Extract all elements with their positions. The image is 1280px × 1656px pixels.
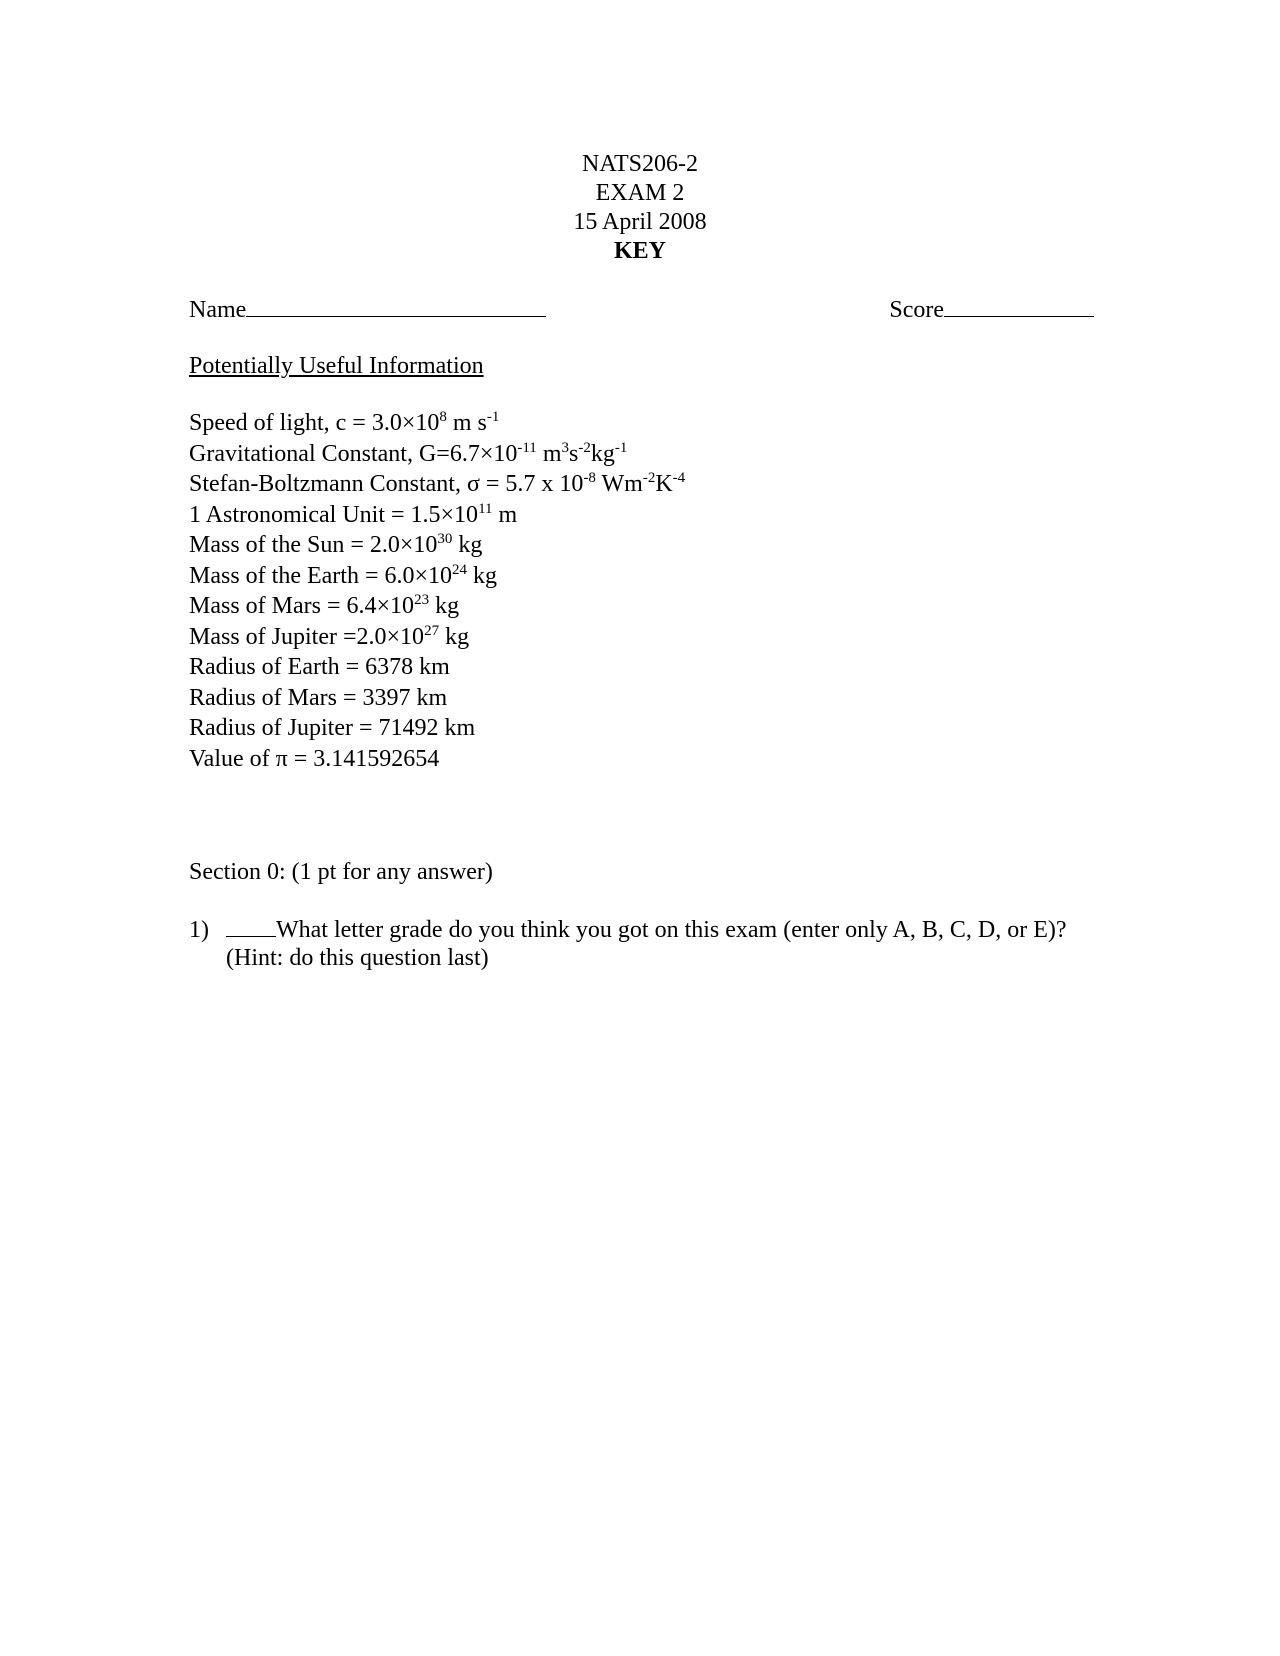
name-score-row xyxy=(189,294,1094,324)
constant-row xyxy=(189,530,989,561)
question-number: 1) xyxy=(189,917,209,943)
constant-row xyxy=(189,591,989,622)
constant-row xyxy=(189,683,989,714)
constant-text: Value of π = 3.141592654 xyxy=(189,745,440,772)
constant-exponent: 23 xyxy=(414,592,430,608)
name-field xyxy=(189,294,546,325)
constant-text: kg xyxy=(429,593,460,619)
constant-text: kg xyxy=(467,562,498,589)
score-field xyxy=(889,294,1094,325)
score-blank[interactable] xyxy=(944,294,1094,317)
name-label: Name xyxy=(189,297,247,323)
constants-list xyxy=(189,408,989,774)
constant-text: Mass of Jupiter =2.0×10 xyxy=(189,623,425,650)
constant-text: Wm xyxy=(595,471,643,497)
key-label: KEY xyxy=(613,238,666,264)
constant-row xyxy=(189,744,989,775)
constant-text: 1 Astronomical Unit = 1.5×10 xyxy=(189,501,479,528)
constant-exponent: 27 xyxy=(424,622,440,639)
constant-text: kg xyxy=(590,440,615,467)
constant-row xyxy=(189,500,989,531)
constant-exponent: -2 xyxy=(642,470,656,486)
constant-text: Gravitational Constant, G=6.7×10 xyxy=(189,440,518,467)
constant-text: K xyxy=(655,471,673,497)
constant-text: Mass of the Earth = 6.0×10 xyxy=(189,562,453,589)
constant-row xyxy=(189,713,989,744)
answer-blank[interactable] xyxy=(226,916,276,937)
constant-text: Radius of Earth = 6378 km xyxy=(189,654,450,680)
constant-exponent: -1 xyxy=(486,409,500,425)
constant-exponent: -4 xyxy=(672,470,686,486)
constant-exponent: 24 xyxy=(452,561,468,578)
exam-header xyxy=(0,150,1280,266)
constant-text: Mass of Mars = 6.4×10 xyxy=(189,593,415,619)
constant-text: m xyxy=(492,501,518,528)
constant-exponent: 30 xyxy=(437,531,453,547)
constant-row xyxy=(189,439,989,470)
score-label: Score xyxy=(889,297,944,323)
constant-exponent: 8 xyxy=(439,409,447,425)
constant-text: Speed of light, c = 3.0×10 xyxy=(189,410,440,436)
exam-title: EXAM 2 xyxy=(595,180,685,206)
constant-exponent: -8 xyxy=(583,470,596,486)
constant-exponent: -2 xyxy=(578,439,591,456)
constant-text: s xyxy=(568,440,579,467)
constant-text: Stefan-Boltzmann Constant, σ = 5.7 x 10 xyxy=(189,471,584,497)
course-code: NATS206-2 xyxy=(581,151,698,177)
constant-text: Mass of the Sun = 2.0×10 xyxy=(189,532,438,558)
constant-exponent: -11 xyxy=(517,439,537,456)
constant-text: m s xyxy=(446,410,487,436)
constant-row xyxy=(189,561,989,592)
constant-exponent: 11 xyxy=(478,500,493,517)
constant-exponent: -1 xyxy=(614,439,628,456)
constant-text: kg xyxy=(439,623,470,650)
constant-text: kg xyxy=(452,532,483,558)
question-body xyxy=(226,916,1069,972)
section-title: Section 0: (1 pt for any answer) xyxy=(189,859,493,885)
constant-row xyxy=(189,652,989,683)
constant-row xyxy=(189,408,989,439)
exam-date: 15 April 2008 xyxy=(573,209,707,235)
constant-exponent: 3 xyxy=(561,439,569,456)
constant-text: Radius of Mars = 3397 km xyxy=(189,684,448,711)
info-heading: Potentially Useful Information xyxy=(189,353,484,379)
constant-text: m xyxy=(536,440,562,467)
name-blank[interactable] xyxy=(246,294,546,317)
constant-row xyxy=(189,622,989,653)
constant-row xyxy=(189,469,989,500)
question-text: What letter grade do you think you got on this exam (enter only A, B, C, D, or E)? (Hint: do this question last) xyxy=(226,917,1067,971)
constant-text: Radius of Jupiter = 71492 km xyxy=(189,715,476,741)
